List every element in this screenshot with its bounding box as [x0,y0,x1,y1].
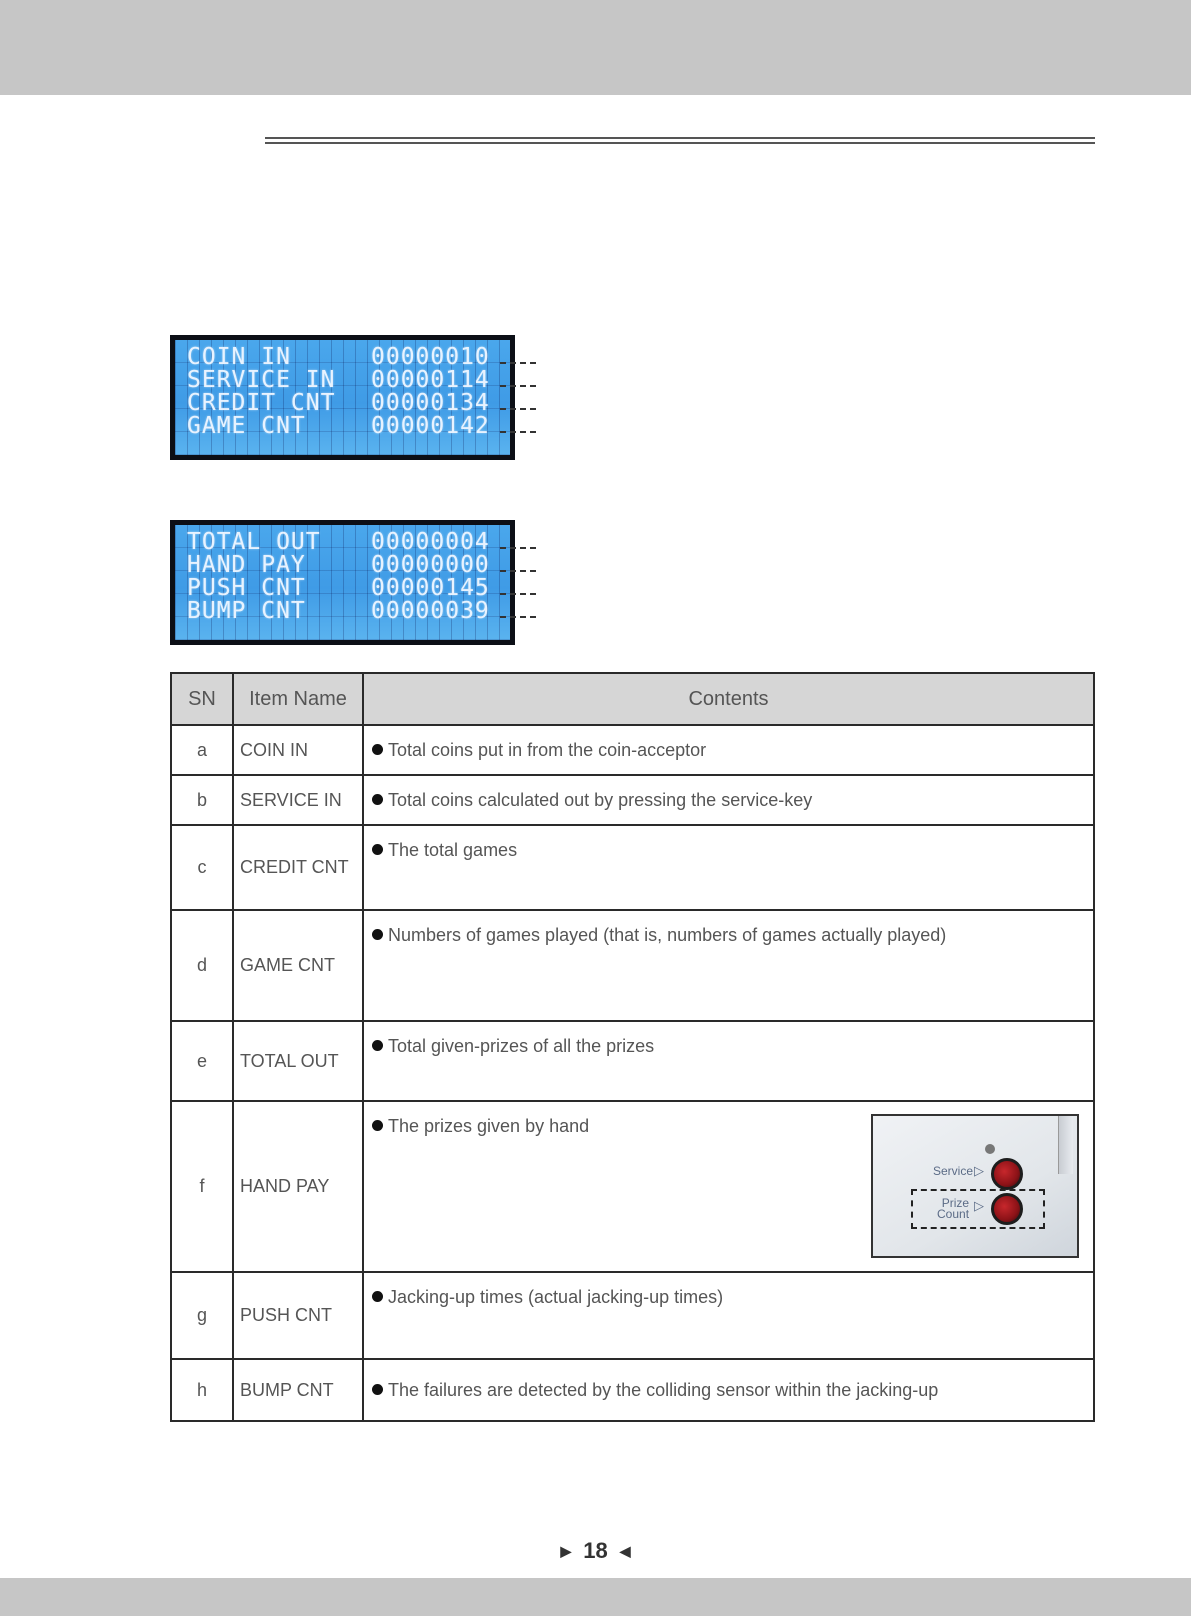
leader-line [500,385,536,387]
table-row [171,1272,1094,1359]
table-header-row [171,673,1094,725]
row-sn: a [171,725,233,775]
lcd-row [187,392,510,415]
table-row [171,910,1094,1021]
table-row [171,725,1094,775]
lcd-value: 00000000 [371,552,490,578]
screw-icon [985,1144,995,1154]
arrow-right-icon: ▶ [560,1543,572,1559]
lcd-row [187,554,510,577]
leader-line [500,431,536,433]
footer-band [0,1578,1191,1616]
lcd-value: 00000142 [371,413,490,439]
row-sn: b [171,775,233,825]
lcd-label: SERVICE IN [187,367,336,393]
bullet-icon [372,1040,383,1051]
lcd-row [187,577,510,600]
row-content-text: The prizes given by hand [388,1116,590,1136]
lcd-value: 00000114 [371,367,490,393]
lcd-value: 00000010 [371,344,490,370]
lcd-label: BUMP CNT [187,598,306,624]
leader-line [500,408,536,410]
lcd-value: 00000145 [371,575,490,601]
row-sn: c [171,825,233,910]
arrow-left-icon: ◀ [619,1543,631,1559]
item-table [170,672,1095,1422]
row-content-text: Total coins put in from the coin-acceptor [388,740,707,760]
table-row [171,775,1094,825]
lcd-label: GAME CNT [187,413,306,439]
lcd-screen [175,340,510,455]
row-item-name: COIN IN [233,725,363,775]
row-item-name: PUSH CNT [233,1272,363,1359]
header-sn: SN [171,673,233,725]
lcd-label: TOTAL OUT [187,529,321,555]
bullet-icon [372,794,383,805]
row-item-name: CREDIT CNT [233,825,363,910]
prize-label-line1: Prize [941,1196,970,1210]
service-button-icon [991,1158,1023,1190]
row-sn: h [171,1359,233,1421]
header-item-name: Item Name [233,673,363,725]
leader-line [500,616,536,618]
prize-label-line2: Count [937,1207,970,1221]
lcd-panel-counters [170,335,515,460]
lcd-row [187,369,510,392]
row-content-text: Total coins calculated out by pressing the service-key [388,790,813,810]
bullet-icon [372,844,383,855]
row-item-name: SERVICE IN [233,775,363,825]
row-content [363,910,1094,1021]
row-content-text: Numbers of games played (that is, numbers of games actually played) [388,925,947,945]
row-content [363,1359,1094,1421]
row-content-text: The failures are detected by the colliding sensor within the jacking-up [388,1379,939,1400]
row-content-text: Jacking-up times (actual jacking-up times) [388,1287,724,1307]
prize-count-photo [871,1114,1079,1258]
leader-line [500,593,536,595]
header-rule-lower [265,142,1095,144]
leader-line [500,362,536,364]
row-item-name: TOTAL OUT [233,1021,363,1101]
row-content [363,775,1094,825]
lcd-label: HAND PAY [187,552,306,578]
lcd-screen [175,525,510,640]
bullet-icon [372,929,383,940]
service-label: Service [933,1164,974,1178]
page-number [0,1538,1191,1564]
row-content [363,1021,1094,1101]
row-sn: d [171,910,233,1021]
row-sn: f [171,1101,233,1272]
row-item-name: BUMP CNT [233,1359,363,1421]
bullet-icon [372,1120,383,1131]
page-number-text: 18 [583,1538,608,1563]
lcd-label: COIN IN [187,344,291,370]
row-item-name: GAME CNT [233,910,363,1021]
triangle-right-icon: ▷ [974,1198,984,1213]
lcd-value: 00000004 [371,529,490,555]
header-rule-upper [265,137,1095,139]
bullet-icon [372,744,383,755]
row-content-text: Total given-prizes of all the prizes [388,1036,655,1056]
row-sn: e [171,1021,233,1101]
table-row [171,825,1094,910]
triangle-right-icon: ▷ [974,1163,984,1178]
lcd-panel-payouts [170,520,515,645]
bullet-icon [372,1291,383,1302]
row-content [363,825,1094,910]
bullet-icon [372,1384,383,1395]
lcd-row [187,600,510,623]
row-item-name: HAND PAY [233,1101,363,1272]
cabinet-hinge [1058,1116,1073,1174]
leader-line [500,547,536,549]
leader-line [500,570,536,572]
header-band [0,0,1191,95]
prize-count-label [937,1198,969,1220]
lcd-label: PUSH CNT [187,575,306,601]
table-row [171,1021,1094,1101]
lcd-label: CREDIT CNT [187,390,336,416]
lcd-row [187,415,510,438]
row-content [363,1101,1094,1272]
table-row [171,1101,1094,1272]
header-contents: Contents [363,673,1094,725]
lcd-value: 00000039 [371,598,490,624]
row-content [363,725,1094,775]
lcd-row [187,531,510,554]
row-content-text: The total games [388,840,518,860]
lcd-row [187,346,510,369]
row-content [363,1272,1094,1359]
table-row [171,1359,1094,1421]
row-sn: g [171,1272,233,1359]
prize-count-button-icon [991,1193,1023,1225]
lcd-value: 00000134 [371,390,490,416]
